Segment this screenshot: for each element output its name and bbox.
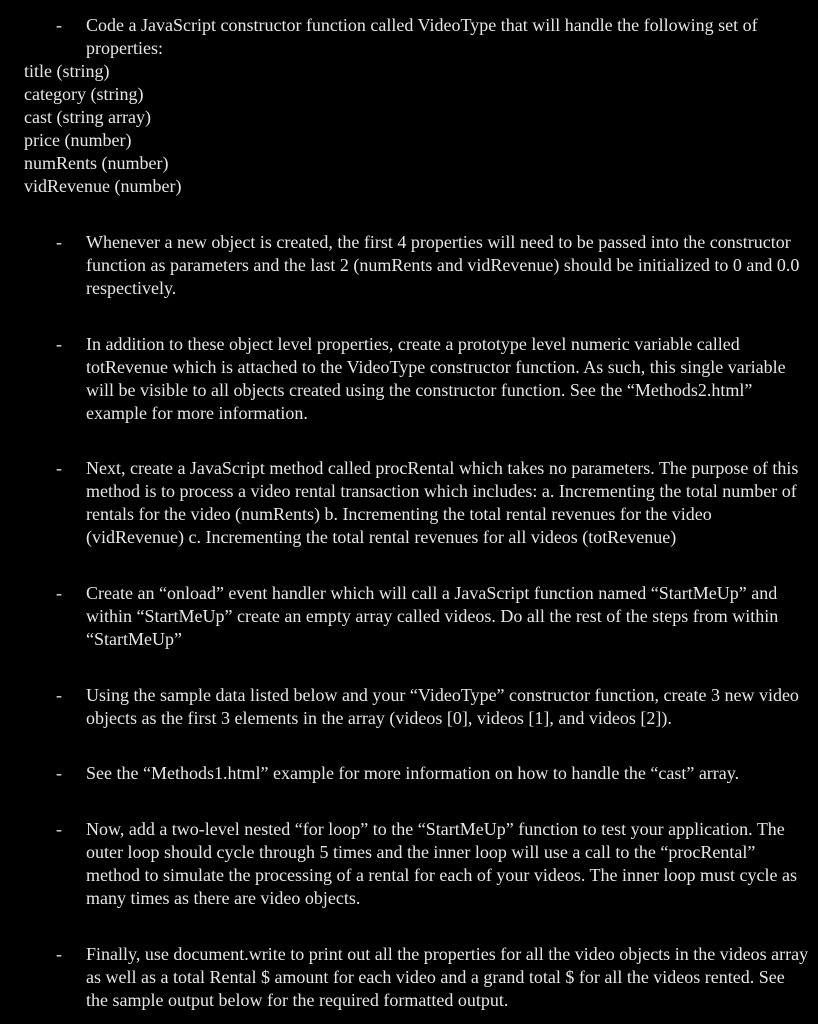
property-item: title (string) — [24, 61, 110, 81]
bullet-text: See the “Methods1.html” example for more information on how to handle the “cast” array. — [86, 763, 740, 783]
property-item: category (string) — [24, 84, 144, 104]
bullet-dash: - — [56, 583, 62, 603]
bullet-text: Using the sample data listed below and your “VideoType” constructor function, create 3 new video objects as the first 3 elements in the array (videos [0], videos [1], and videos [2]). — [86, 685, 799, 728]
bullet-constructor — [0, 14, 818, 60]
bullet-text: Now, add a two-level nested “for loop” to the “StartMeUp” function to test your application. The outer loop should cycle through 5 times and the inner loop will use a call to the “procRental” method to simulate the processing of a rental for each of your videos. The inner loop must cycle as many times as there are video objects. — [86, 819, 797, 908]
bullet-methods1 — [0, 762, 818, 785]
bullet-text: Create an “onload” event handler which will call a JavaScript function named “StartMeUp” and within “StartMeUp” create an empty array called videos. Do all the rest of the steps from within “StartMeUp” — [86, 583, 779, 649]
bullet-text: Finally, use document.write to print out all the properties for all the video objects in the videos array as well as a total Rental $ amount for each video and a grand total $ for all the videos rented. See the sample output below for the required formatted output. — [86, 944, 809, 1010]
bullet-prototype — [0, 333, 818, 425]
bullet-for-loop — [0, 818, 818, 910]
bullet-dash: - — [56, 819, 62, 839]
bullet-onload — [0, 582, 818, 651]
bullet-dash: - — [56, 232, 62, 252]
bullet-dash: - — [56, 458, 62, 478]
property-item: price (number) — [24, 130, 132, 150]
bullet-text: In addition to these object level properties, create a prototype level numeric variable called totRevenue which is attached to the VideoType constructor function. As such, this single variable will be visible to all objects created using the constructor function. See the “Methods2.html” example for more information. — [86, 334, 786, 423]
bullet-text: Code a JavaScript constructor function called VideoType that will handle the following set of properties: — [86, 15, 758, 58]
property-item: numRents (number) — [24, 153, 169, 173]
property-list — [0, 60, 818, 198]
property-item: cast (string array) — [24, 107, 151, 127]
bullet-initialization — [0, 231, 818, 300]
bullet-dash: - — [56, 685, 62, 705]
bullet-dash: - — [56, 763, 62, 783]
bullet-dash: - — [56, 944, 62, 964]
bullet-procrental — [0, 457, 818, 549]
bullet-document-write — [0, 943, 818, 1012]
bullet-text: Next, create a JavaScript method called procRental which takes no parameters. The purpose of this method is to process a video rental transaction which includes: a. Incrementing the total number of rentals for the video (numRents) b. Incrementing the total rental revenues for the video (vidRevenue) c. Incrementing the total rental revenues for all videos (totRevenue) — [86, 458, 799, 547]
bullet-dash: - — [56, 15, 62, 35]
property-item: vidRevenue (number) — [24, 176, 182, 196]
bullet-sample-data — [0, 684, 818, 730]
bullet-dash: - — [56, 334, 62, 354]
bullet-text: Whenever a new object is created, the first 4 properties will need to be passed into the constructor function as parameters and the last 2 (numRents and vidRevenue) should be initialized to 0 and 0.0 respectively. — [86, 232, 800, 298]
